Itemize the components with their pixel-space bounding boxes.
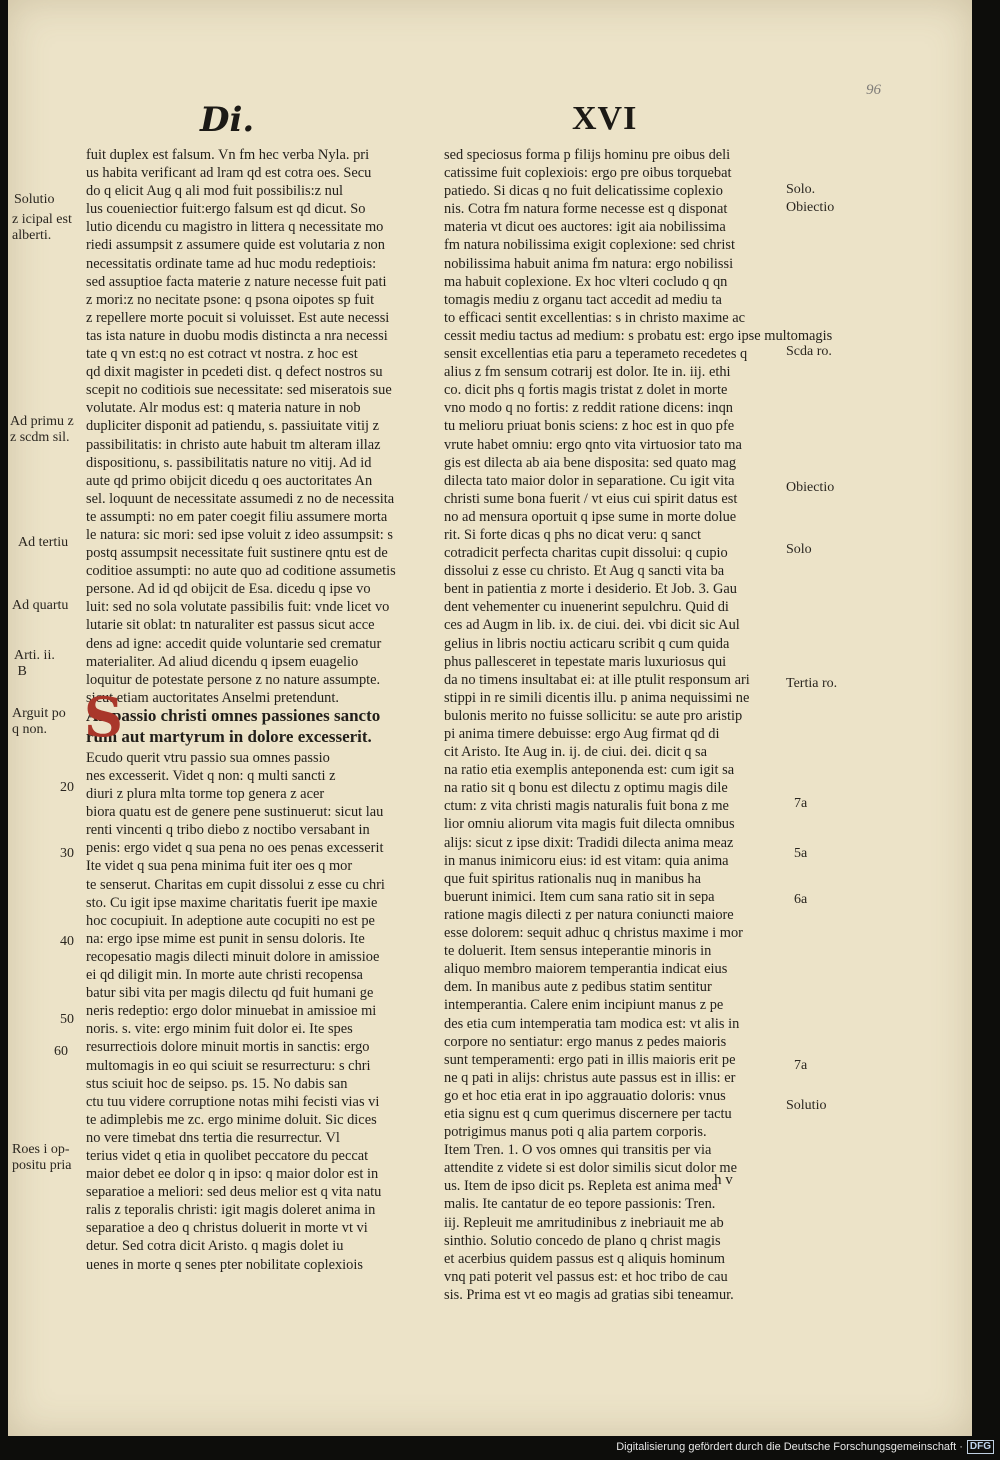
text-line: vnq pati poterit vel passus est: et hoc tribo de cau (444, 1268, 728, 1285)
text-line: stippi in re simili dicentis illu. p anima nequissimi ne (444, 689, 750, 706)
margin-note-left: 20 (60, 780, 74, 795)
text-line: ralis z teporalis christi: igit magis doleret anima in (86, 1202, 376, 1219)
text-line: buerunt inimici. Item cum sana ratio sit in sepa (444, 888, 715, 905)
text-line: sis. Prima est vt eo magis ad gratias sibi teneamur. (444, 1286, 734, 1303)
text-line: vno modo q no fortis: z reddit ratione dicens: inqn (444, 400, 733, 417)
margin-note-left: Ad primu z z scdm sil. (10, 414, 74, 445)
text-line: sunt temperamenti: ergo pati in illis maioris erit pe (444, 1051, 736, 1068)
text-line: stus sciuit hoc de seipso. ps. 15. No dabis san (86, 1075, 348, 1092)
footer-credit: Digitalisierung gefördert durch die Deutsche Forschungsgemeinschaft · (616, 1441, 963, 1453)
text-line: rum aut martyrum in dolore excesserit. (86, 726, 372, 746)
text-line: to efficaci sentit excellentias: s in christo maxime ac (444, 309, 746, 326)
text-line: lior omniu aliorum vita magis fuit dilecta omnibus (444, 816, 735, 833)
text-line: te doluerit. Item sensus inteperantie minoris in (444, 943, 712, 960)
digitization-footer (616, 1439, 994, 1455)
text-line: christi sume bona fuerit / vt eius cui spirit datus est (444, 490, 738, 507)
margin-note-left: Ad tertiu (18, 535, 69, 550)
text-line: attendite z videte si est dolor similis sicut dolor me (444, 1160, 737, 1177)
text-line: na ratio sit q bonu est dilectu z optimu magis dile (444, 780, 728, 797)
text-line: in manus inimicoru eius: id est vitam: quia anima (444, 852, 729, 869)
text-line: iij. Repleuit me amritudinibus z inebriauit me ab (444, 1214, 724, 1231)
text-line: ne q pati in alijs: christus aute passus est in illis: er (444, 1069, 736, 1086)
text-line: An passio christi omnes passiones sancto (86, 705, 381, 725)
text-line: corpore no sentiatur: ergo manus z pedes maioris (444, 1033, 727, 1050)
margin-note-left: z icipal est alberti. (12, 212, 72, 243)
text-line: lutio dicendu cu magistro in littera q necessitate mo (86, 219, 384, 236)
text-line: ces ad Augm in lib. ix. de ciui. dei. vbi dicit sic Aul (444, 617, 740, 634)
text-line: tu melioru priuat bonis sciens: z hoc est in quo pfe (444, 418, 735, 435)
margin-note-right: Solo. (786, 182, 816, 197)
text-line: ei qd diligit min. In morte aute christi recopensa (86, 967, 363, 984)
text-line: patiedo. Si dicas q no fuit delicatissime coplexio (444, 183, 723, 200)
book-page (8, 0, 972, 1436)
text-line: dissolui z esse cu christo. Et Aug q sancti vita ba (444, 563, 725, 580)
text-line: batur sibi vita per magis dilectu qd fuit humani ge (86, 985, 374, 1002)
text-line: catissime fuit coplexiois: ergo pre oibus torquebat (444, 165, 732, 182)
text-line: noris. s. vite: ergo minim fuit dolor ei. Ite spes (86, 1021, 353, 1038)
text-line: terius videt q etia in quolibet peccatore du peccat (86, 1147, 369, 1164)
text-line: qd dixit magister in pcedeti dist. q defect nostros su (86, 364, 383, 381)
text-line: nis. Cotra fm natura forme necesse est q disponat (444, 201, 728, 218)
text-line: recopesatio magis dilecti minuit dolore in amissioe (86, 948, 380, 965)
text-line: ctu tuu videre corruptione notas mihi fecisti vias vi (86, 1093, 380, 1110)
margin-note-left: Solutio (14, 192, 55, 207)
running-head-left: Di. (200, 100, 255, 140)
text-line: ratione magis dilecti z per natura coniuncti maiore (444, 906, 734, 923)
text-line: sto. Cu igit ipse maxime charitatis fuerit ipe maxie (86, 894, 378, 911)
text-line: no vere timebat dns tertia die resurrectur. Vl (86, 1129, 340, 1146)
text-line: gis est dilecta ab aia bene disposita: sed quato mag (444, 454, 737, 471)
margin-note-right: Obiectio (786, 480, 835, 495)
text-line: cessit mediu tactus ad medium: s probatu est: ergo ipse multomagis (444, 327, 833, 344)
text-line: riedi assumpsit z assumere quide est volutaria z non (86, 237, 385, 254)
margin-note-left: Arti. ii. B (14, 648, 55, 679)
text-line: que fuit spiritus rationalis nuq in manibus ha (444, 870, 702, 887)
text-line: dens ad igne: accedit quide voluntarie sed crematur (86, 635, 382, 652)
text-line: postq assumpsit necessitate fuit sustinere qntu est de (86, 545, 388, 562)
text-line: dem. In manibus aute z pedibus statim sentitur (444, 979, 712, 996)
text-line: uenes in morte q senes pter nobilitate coplexiois (86, 1256, 363, 1273)
text-line: no ad mensura oportuit q ipse sume in morte dolue (444, 508, 737, 525)
margin-note-right: 5a (794, 846, 808, 861)
dfg-logo-icon: DFG (967, 1440, 994, 1454)
margin-note-right: Tertia ro. (786, 676, 838, 691)
text-line: Item Tren. 1. O vos omnes qui transitis per via (444, 1142, 712, 1159)
text-line: ctum: z vita christi magis naturalis fuit bona z me (444, 798, 729, 815)
text-line: te adimplebis me zc. ergo minime doluit. Sic dices (86, 1111, 377, 1128)
margin-note-left: Arguit po q non. (12, 706, 66, 737)
text-line: lus coueniectior fuit:ergo falsum est qd dicut. So (86, 201, 366, 218)
text-line: intemperantia. Calere enim incipiunt manus z pe (444, 997, 724, 1014)
text-line: pi anima timere debuisse: ergo Aug firmat qd di (444, 726, 720, 742)
text-line: gelius in libris noctiu acticaru scribit q cum quida (444, 635, 730, 652)
text-line: z repellere morte pocuit si voluisset. Est aute necessi (86, 309, 390, 326)
margin-note-left: 30 (60, 846, 74, 861)
text-line: sinthio. Solutio concedo de plano q christ magis (444, 1232, 721, 1249)
text-line: tomagis mediu z organu tact accedit ad mediu ta (444, 291, 722, 308)
text-line: tas ista nature in duobu modis distincta a nra necessi (86, 327, 388, 344)
drop-initial: S (84, 685, 123, 749)
text-line: us habita verificant ad lram qd est cotra oes. Secu (86, 165, 372, 182)
margin-note-left: 60 (54, 1044, 68, 1059)
margin-note-right: 6a (794, 892, 808, 907)
text-line: renti vincenti q tribo diebo z noctibo versabant in (86, 822, 370, 839)
text-line: esse dolorem: sequit adhuc q christus maxime i mor (444, 925, 743, 942)
text-line: des etia cum intemperatia tam modica est: vt alis in (444, 1015, 740, 1032)
text-line: alijs: sicut z ipse dixit: Tradidi dilecta anima meaz (444, 834, 734, 851)
folio-number: 96 (866, 82, 881, 98)
text-line: etia signu est q cum querimus discernere per tactu (444, 1105, 732, 1122)
text-line: dent vehementer cu inuenerint sepulchru. Quid di (444, 599, 729, 616)
text-line: passibilitatis: in christo aute habuit tm alteram illaz (86, 436, 381, 453)
margin-note-right: Solutio (786, 1098, 827, 1113)
text-line: tate q vn est:q no est cotract vt nostra. z hoc est (86, 346, 358, 363)
text-line: sensit excellentias etia paru a teperameto recedetes q (444, 346, 748, 363)
running-head-right: XVI (572, 100, 638, 137)
text-line: vrute habet omniu: ergo qnto vita virtuosior tato ma (444, 436, 742, 453)
margin-note-right: Scda ro. (786, 344, 832, 359)
text-line: fm natura nobilissima exigit coplexione: sed christ (444, 237, 735, 254)
text-line: co. dicit phs q fortis magis tristat z dolet in morte (444, 382, 728, 399)
margin-note-right: 7a (794, 1058, 808, 1073)
text-line: te assumpti: no em pater coegit filiu assumere morta (86, 508, 388, 525)
text-line: na ratio etia exemplis anteponenda est: cum igit sa (444, 762, 735, 779)
text-line: neris redeptio: ergo dolor minuebat in amissioe mi (86, 1003, 377, 1020)
text-line: go et hoc etia erat in ipo aggrauatio doloris: vnus (444, 1087, 726, 1104)
text-line: alius z fm sensum cotrarij est dolor. Ite in. iij. ethi (444, 364, 731, 381)
text-line: multomagis in eo qui sciuit se resurrecturu: s chri (86, 1057, 371, 1074)
margin-note-right: Obiectio (786, 200, 835, 215)
text-line: rit. Si forte dicas q phs no dicat veru: q sanct (444, 526, 701, 543)
text-line: Ite videt q sua pena minima fuit iter oes q mor (86, 858, 353, 875)
text-line: sed speciosus forma p filijs hominu pre oibus deli (444, 147, 731, 163)
left-text-column (86, 146, 430, 1274)
text-line: dupliciter disponit ad patiendu, s. passiuitate vitij z (86, 418, 379, 435)
text-line: sel. loquunt de necessitate assumedi z no de necessita (86, 490, 395, 507)
text-line: dispositionu, s. passibilitatis nature no vitij. Ad id (86, 454, 372, 471)
text-line: phus pallesceret in tepestate maris luxuriosus qui (444, 653, 727, 670)
text-line: coditioe assumpti: no aute quo ad coditione assumetis (86, 563, 396, 580)
text-line: detur. Sed cotra dicit Aristo. q magis dolet iu (86, 1238, 344, 1255)
margin-note-right: Solo (786, 542, 812, 557)
text-line: potrigimus manus poti q alia partem corporis. (444, 1124, 707, 1141)
text-line: biora quatu est de genere pene sustinuerut: sicut lau (86, 804, 384, 821)
text-line: sed assuptioe facta materie z nature necesse fuit pati (86, 273, 387, 290)
text-line: Ecudo querit vtru passio sua omnes passio (86, 749, 330, 766)
text-line: materia vt dicut oes auctores: igit aia nobilissima (444, 219, 726, 236)
text-line: persone. Ad id qd obijcit de Esa. dicedu q ipse vo (86, 581, 371, 598)
text-line: nobilissima habuit anima fm natura: ergo nobilissi (444, 255, 734, 272)
signature-mark: h v (714, 1172, 733, 1188)
text-line: materialiter. Ad aliud dicendu q ipsem euagelio (86, 653, 359, 670)
margin-note-left: Roes i op- positu pria (12, 1142, 72, 1173)
text-line: diuri z plura mlta torme top genera z acer (86, 786, 325, 803)
text-line: scepit no coditiois sue necessitate: sed miseratois sue (86, 382, 392, 399)
text-line: penis: ergo videt q sua pena no oes penas excesserit (86, 840, 384, 857)
text-line: separatioe a meliori: sed deus melior est q vita natu (86, 1184, 382, 1201)
text-line: nes excesserit. Videt q non: q multi sancti z (86, 768, 336, 784)
text-line: da no timens insultabat ei: at ille ptulit responsum ari (444, 671, 750, 688)
text-line: do q elicit Aug q ali mod fuit possibilis:z nul (86, 183, 344, 200)
text-line: sicut etiam auctoritates Anselmi pretendunt. (86, 689, 339, 706)
text-line: volutate. Alr modus est: q materia nature in nob (86, 400, 361, 417)
text-line: resurrectiois dolore minuit mortis in sanctis: ergo (86, 1039, 370, 1056)
text-line: loquitur de potestate persone z no nature assumpte. (86, 671, 381, 688)
text-line: aute qd primo obijcit dicedu q oes auctoritates An (86, 472, 373, 489)
margin-note-left: 40 (60, 934, 74, 949)
text-line: maior debet ee dolor q in ipso: q maior dolor est in (86, 1166, 379, 1183)
margin-note-right: 7a (794, 796, 808, 811)
text-line: necessitatis ordinate tame ad huc modu redeptiois: (86, 255, 377, 272)
text-line: et acerbius quidem passus est q aliquis hominum (444, 1250, 725, 1267)
text-line: dilecta tato maior dolor in separatione. Cu igit vita (444, 472, 735, 489)
text-line: bulonis merito no fuisse sollicitu: se aute pro aristip (444, 707, 743, 724)
margin-note-left: Ad quartu (12, 598, 69, 613)
text-line: luit: sed no sola volutate passibilis fuit: vnde licet vo (86, 599, 390, 616)
text-line: lutarie sit oblat: tn naturaliter est passus sicut acce (86, 617, 375, 634)
text-line: te senserut. Charitas em cupit dissolui z esse cu chri (86, 876, 385, 893)
margin-note-left: 50 (60, 1012, 74, 1027)
text-line: separatioe a deo q christus doluerit in morte vt vi (86, 1220, 368, 1237)
text-line: malis. Ite cantatur de eo tepore passionis: Tren. (444, 1196, 716, 1213)
text-line: bent in patientia z morte i desiderio. Et Job. 3. Gau (444, 581, 737, 598)
text-line: us. Item de ipso dicit ps. Repleta est anima mea (444, 1178, 718, 1195)
text-line: aliquo membro maiorem temperantia indicat eius (444, 961, 728, 978)
text-line: hoc cocupiuit. In adeptione aute cocupiti no est pe (86, 912, 375, 929)
text-line: na: ergo ipse mime est punit in sensu doloris. Ite (86, 930, 365, 947)
text-line: fuit duplex est falsum. Vn fm hec verba Nyla. pri (86, 147, 370, 163)
text-line: z mori:z no necitate psone: q psona oipotes sp fuit (86, 291, 375, 308)
text-line: ma habuit coplexione. Ex hoc vlteri cocludo q qn (444, 273, 728, 290)
text-line: le natura: sic mori: sed ipse voluit z ideo assumpsit: s (86, 526, 393, 543)
text-line: cit Aristo. Ite Aug in. ij. de ciui. dei. dicit q sa (444, 744, 707, 761)
text-line: cotradicit perfecta charitas cupit dissolui: q cupio (444, 545, 728, 562)
